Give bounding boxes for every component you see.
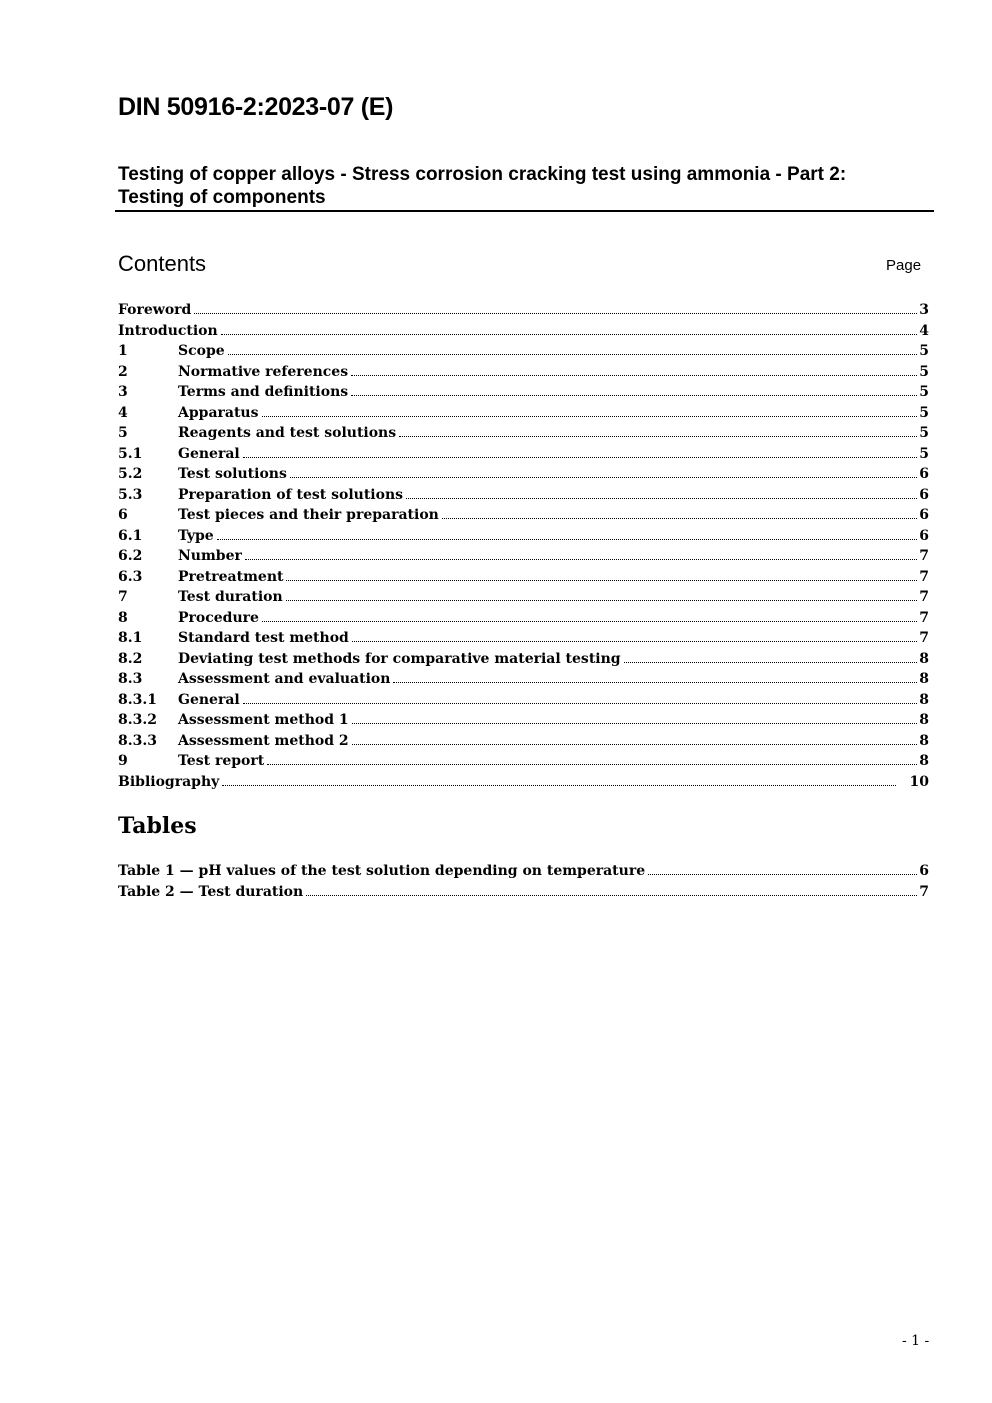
- toc-entry-title: Assessment method 2: [178, 732, 349, 749]
- toc-entry-number: 8.3.1: [118, 691, 157, 708]
- toc-entry[interactable]: [118, 526, 929, 547]
- toc-entry-title: Number: [178, 548, 242, 564]
- toc-entry-title: Preparation of test solutions: [178, 486, 404, 503]
- toc-entry-page: 10: [909, 773, 929, 790]
- toc-entry-title: General: [178, 445, 240, 462]
- toc-entry[interactable]: [118, 628, 929, 649]
- toc-dot-leader: [222, 785, 895, 786]
- toc-dot-leader: [624, 662, 918, 663]
- toc-dot-leader: [194, 313, 917, 314]
- toc-entry-title: General: [178, 691, 240, 708]
- table-of-contents: [118, 300, 929, 792]
- toc-dot-leader: [352, 744, 918, 745]
- toc-entry[interactable]: [118, 567, 929, 588]
- toc-entry-number: 5: [118, 425, 128, 441]
- toc-entry-page: 7: [919, 568, 929, 585]
- toc-entry[interactable]: [118, 485, 929, 506]
- toc-dot-leader: [406, 498, 917, 499]
- toc-entry-number: 2: [118, 363, 128, 380]
- toc-entry-number: 4: [118, 404, 128, 421]
- toc-dot-leader: [399, 436, 917, 437]
- toc-entry-number: 8: [118, 609, 128, 626]
- toc-entry-title: Test report: [178, 753, 265, 769]
- toc-dot-leader: [228, 354, 918, 355]
- table-list-entry-title: Table 1 — pH values of the test solution depending on temperature: [118, 863, 646, 879]
- toc-entry-number: 6.3: [118, 568, 143, 585]
- toc-entry-title: Test duration: [178, 589, 283, 605]
- toc-entry-number: 8.3.2: [118, 712, 157, 728]
- toc-entry[interactable]: [118, 300, 929, 321]
- toc-entry-number: 5.1: [118, 445, 143, 462]
- toc-dot-leader: [262, 416, 918, 417]
- toc-entry[interactable]: [118, 772, 929, 793]
- table-list-entry-title: Table 2 — Test duration: [118, 883, 304, 900]
- toc-entry[interactable]: [118, 464, 929, 485]
- document-title-line-1: Testing of copper alloys - Stress corrosion cracking test using ammonia - Part 2:: [118, 164, 847, 185]
- toc-entry-number: 8.1: [118, 630, 143, 646]
- toc-entry[interactable]: [118, 321, 929, 342]
- toc-entry[interactable]: [118, 341, 929, 362]
- page-column-heading: Page: [886, 257, 922, 274]
- toc-dot-leader: [245, 559, 917, 560]
- toc-dot-leader: [262, 621, 917, 622]
- toc-dot-leader: [243, 457, 918, 458]
- toc-entry[interactable]: [118, 649, 929, 670]
- document-id: DIN 50916-2:2023-07 (E): [118, 93, 394, 121]
- toc-entry-title: Assessment and evaluation: [178, 671, 391, 687]
- toc-entry-title: Standard test method: [178, 630, 349, 646]
- toc-dot-leader: [393, 682, 917, 683]
- toc-entry-number: 6.1: [118, 527, 143, 544]
- toc-entry-title: Scope: [178, 343, 225, 359]
- toc-dot-leader: [286, 580, 917, 581]
- toc-entry-page: 3: [919, 302, 929, 318]
- toc-entry[interactable]: [118, 731, 929, 752]
- toc-entry-page: 5: [919, 384, 929, 400]
- toc-entry-page: 8: [919, 712, 929, 728]
- toc-entry[interactable]: [118, 423, 929, 444]
- toc-entry-title: Apparatus: [178, 404, 259, 421]
- toc-entry-title: Type: [178, 527, 214, 544]
- toc-entry-title: Assessment method 1: [178, 712, 349, 728]
- toc-entry-number: 8.2: [118, 650, 143, 667]
- toc-entry[interactable]: [118, 710, 929, 731]
- toc-entry-number: 7: [118, 589, 128, 605]
- toc-entry[interactable]: [118, 444, 929, 465]
- toc-entry-page: 8: [919, 691, 929, 708]
- toc-entry[interactable]: [118, 608, 929, 629]
- toc-entry-page: 8: [919, 732, 929, 749]
- document-title: [118, 163, 908, 209]
- toc-dot-leader: [351, 375, 917, 376]
- toc-dot-leader: [267, 764, 917, 765]
- page-number: - 1 -: [902, 1333, 930, 1349]
- toc-dot-leader: [442, 518, 917, 519]
- toc-entry-title: Normative references: [178, 363, 349, 380]
- toc-entry-page: 7: [919, 609, 929, 626]
- toc-entry[interactable]: [118, 362, 929, 383]
- toc-entry-page: 5: [919, 343, 929, 359]
- table-list-entry[interactable]: [118, 861, 929, 882]
- toc-entry-page: 5: [919, 404, 929, 421]
- toc-entry-number: 1: [118, 343, 128, 359]
- toc-entry-number: 3: [118, 384, 128, 400]
- toc-entry[interactable]: [118, 403, 929, 424]
- toc-entry-title: Introduction: [118, 322, 218, 339]
- toc-dot-leader: [352, 641, 917, 642]
- tables-heading: Tables: [118, 813, 197, 839]
- toc-entry-number: 8.3.3: [118, 732, 157, 749]
- toc-entry-number: 6: [118, 507, 128, 523]
- toc-entry-title: Terms and definitions: [178, 384, 349, 400]
- toc-entry-page: 8: [919, 671, 929, 687]
- toc-entry-number: 5.3: [118, 486, 143, 503]
- toc-entry-page: 6: [919, 486, 929, 503]
- table-list-dot-leader: [648, 874, 917, 875]
- toc-entry-page: 5: [919, 363, 929, 380]
- contents-heading: Contents: [118, 251, 207, 276]
- toc-entry[interactable]: [118, 690, 929, 711]
- toc-dot-leader: [221, 334, 918, 335]
- toc-dot-leader: [243, 703, 918, 704]
- toc-entry-page: 5: [919, 425, 929, 441]
- toc-entry-number: 8.3: [118, 671, 143, 687]
- toc-entry-title: Reagents and test solutions: [178, 425, 397, 441]
- toc-entry-page: 7: [919, 630, 929, 646]
- toc-entry-title: Test pieces and their preparation: [178, 507, 439, 523]
- toc-entry[interactable]: [118, 505, 929, 526]
- table-list-entry-page: 6: [919, 863, 929, 879]
- toc-entry-page: 6: [919, 527, 929, 544]
- toc-entry[interactable]: [118, 751, 929, 772]
- toc-dot-leader: [286, 600, 918, 601]
- toc-entry-number: 9: [118, 753, 128, 769]
- toc-entry-title: Deviating test methods for comparative material testing: [178, 650, 621, 667]
- toc-dot-leader: [352, 723, 918, 724]
- toc-dot-leader: [351, 395, 917, 396]
- toc-entry-page: 7: [919, 548, 929, 564]
- toc-dot-leader: [290, 477, 917, 478]
- toc-entry-title: Foreword: [118, 302, 192, 318]
- toc-entry-page: 4: [919, 322, 929, 339]
- toc-entry-title: Bibliography: [118, 773, 220, 790]
- title-underline: [115, 210, 934, 212]
- table-list-dot-leader: [306, 895, 917, 896]
- table-list-entry[interactable]: [118, 882, 929, 903]
- toc-entry-page: 8: [919, 753, 929, 769]
- toc-entry-number: 5.2: [118, 466, 143, 482]
- toc-entry[interactable]: [118, 382, 929, 403]
- table-list-entry-page: 7: [919, 883, 929, 900]
- toc-entry[interactable]: [118, 669, 929, 690]
- toc-entry-page: 5: [919, 445, 929, 462]
- toc-entry-page: 6: [919, 507, 929, 523]
- toc-entry[interactable]: [118, 546, 929, 567]
- toc-entry-number: 6.2: [118, 548, 143, 564]
- toc-entry-title: Procedure: [178, 609, 259, 626]
- document-title-line-2: Testing of components: [118, 187, 326, 208]
- toc-entry-page: 7: [919, 589, 929, 605]
- toc-dot-leader: [217, 539, 918, 540]
- toc-entry-title: Pretreatment: [178, 568, 284, 585]
- toc-entry-page: 6: [919, 466, 929, 482]
- toc-entry-page: 8: [919, 650, 929, 667]
- toc-entry[interactable]: [118, 587, 929, 608]
- toc-entry-title: Test solutions: [178, 466, 287, 482]
- list-of-tables: [118, 861, 929, 902]
